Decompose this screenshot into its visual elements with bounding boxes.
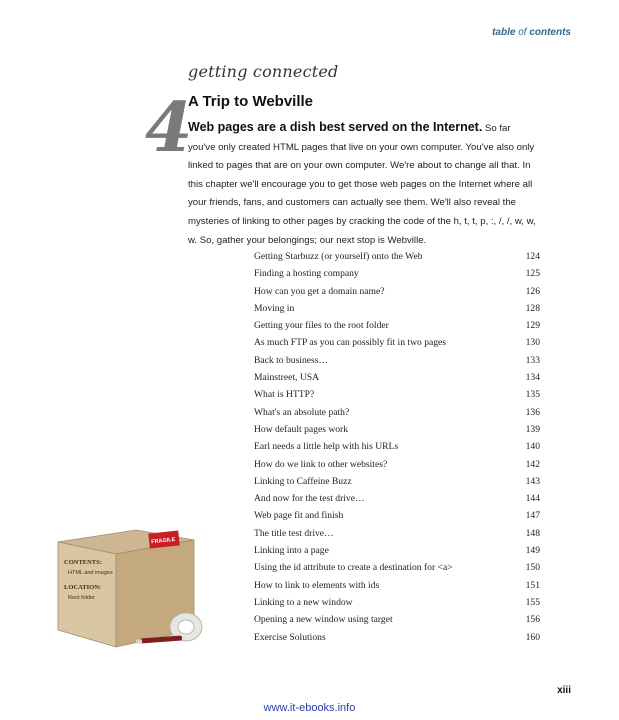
box-label-contents-value: HTML and images bbox=[68, 570, 113, 576]
box-label-contents: CONTENTS: bbox=[64, 559, 102, 566]
toc-entry-page: 149 bbox=[525, 545, 540, 557]
intro-body: So far you've only created HTML pages that live on your own computer. You've also only linked to pages that are on your own computer. We're about to change all that. In this chapter we'll encourage you to get those web pages on the Internet where all your friends, fans, and customers can actually see them. We'll also reveal the mysteries of linking to other pages by cracking the code of the h, t, t, p, :, /, /, w, w, w. So, gather your belongings; our next stop is Webville. bbox=[188, 123, 536, 246]
toc-entry[interactable] bbox=[254, 456, 540, 473]
toc-entry[interactable] bbox=[254, 283, 540, 300]
toc-entry-page: 128 bbox=[525, 302, 540, 314]
toc-entry-page: 147 bbox=[525, 510, 540, 522]
toc-entry-title: How can you get a domain name? bbox=[254, 285, 385, 297]
toc-entry[interactable] bbox=[254, 629, 540, 646]
box-label-location-value: Root folder bbox=[68, 595, 95, 601]
toc-entry-title: Getting Starbuzz (or yourself) onto the Web bbox=[254, 251, 423, 262]
toc-entry-page: 139 bbox=[525, 423, 540, 435]
toc-entry[interactable] bbox=[254, 559, 540, 576]
toc-entry-title: Exercise Solutions bbox=[254, 631, 326, 643]
toc-entry[interactable] bbox=[254, 490, 540, 507]
toc-entry-title: Mainstreet, USA bbox=[254, 372, 320, 384]
toc-entry-page: 130 bbox=[525, 337, 540, 349]
chapter-number: 4 bbox=[145, 88, 193, 168]
toc-entry-page: 144 bbox=[525, 493, 540, 505]
toc-entry-title: What's an absolute path? bbox=[254, 406, 350, 418]
toc-entry[interactable] bbox=[254, 386, 540, 403]
box-label-location: LOCATION: bbox=[64, 584, 102, 591]
toc-entry-title: How default pages work bbox=[254, 423, 349, 435]
toc-entry[interactable] bbox=[254, 300, 540, 317]
page-number: xiii bbox=[557, 685, 571, 696]
toc-entry-title: Moving in bbox=[254, 302, 295, 314]
toc-entry-page: 126 bbox=[525, 285, 540, 297]
toc-entry-page: 156 bbox=[525, 614, 540, 626]
toc-entry-title: How to link to elements with ids bbox=[254, 579, 380, 591]
toc-entry-page: 151 bbox=[525, 579, 540, 591]
toc-entry-page: 150 bbox=[525, 562, 540, 574]
toc-entry-title: Web page fit and finish bbox=[254, 510, 344, 522]
toc-entry-title: How do we link to other websites? bbox=[254, 458, 388, 470]
toc-entry[interactable] bbox=[254, 369, 540, 386]
toc-entry-page: 143 bbox=[525, 475, 540, 487]
toc-entry-title: As much FTP as you can possibly fit in two pages bbox=[254, 337, 447, 349]
toc-entry-title: Finding a hosting company bbox=[254, 268, 359, 280]
toc-entry[interactable] bbox=[254, 421, 540, 438]
toc-entry-title: Getting your files to the root folder bbox=[254, 320, 389, 332]
toc-entry-page: 160 bbox=[525, 631, 540, 643]
toc-entry-page: 142 bbox=[525, 458, 540, 470]
chapter-title: A Trip to Webville bbox=[188, 93, 314, 110]
sticker-text: FRAGILE bbox=[150, 536, 176, 546]
toc-entry-title: Using the id attribute to create a destination for <a> bbox=[254, 562, 453, 574]
chapter-intro bbox=[188, 118, 540, 250]
toc-entry-title: Linking to Caffeine Buzz bbox=[254, 475, 352, 487]
toc-entry[interactable] bbox=[254, 248, 540, 265]
toc-entry-title: Linking into a page bbox=[254, 545, 329, 557]
toc-entry[interactable] bbox=[254, 438, 540, 455]
chapter-kicker: getting connected bbox=[188, 62, 339, 81]
toc-entry-page: 134 bbox=[525, 372, 540, 384]
toc-entry[interactable] bbox=[254, 473, 540, 490]
toc-entry-page: 140 bbox=[525, 441, 540, 453]
cardboard-box-illustration bbox=[46, 512, 216, 662]
footer-url-link[interactable]: www.it-ebooks.info bbox=[263, 702, 356, 714]
toc-entry[interactable] bbox=[254, 611, 540, 628]
toc-entry-page: 133 bbox=[525, 354, 540, 366]
toc-entry-title: Back to business… bbox=[254, 354, 329, 366]
toc-entry-title: Opening a new window using target bbox=[254, 614, 393, 626]
toc-entry-page: 136 bbox=[525, 406, 540, 418]
toc-entry-page: 155 bbox=[525, 596, 540, 608]
toc-entry-title: What is HTTP? bbox=[254, 389, 315, 401]
toc-entry[interactable] bbox=[254, 334, 540, 351]
toc-entry-title: Linking to a new window bbox=[254, 596, 353, 608]
toc-entry-page: 148 bbox=[525, 527, 540, 539]
toc-list bbox=[254, 248, 540, 646]
toc-entry-title: Earl needs a little help with his URLs bbox=[254, 441, 399, 453]
toc-entry-page: 135 bbox=[525, 389, 540, 401]
toc-entry[interactable] bbox=[254, 577, 540, 594]
toc-entry-title: And now for the test drive… bbox=[254, 493, 365, 505]
toc-entry-title: The title test drive… bbox=[254, 527, 334, 539]
toc-entry[interactable] bbox=[254, 507, 540, 524]
toc-entry[interactable] bbox=[254, 594, 540, 611]
toc-entry-page: 125 bbox=[525, 268, 540, 280]
running-header: table of contents bbox=[492, 27, 571, 38]
toc-entry[interactable] bbox=[254, 404, 540, 421]
toc-entry[interactable] bbox=[254, 265, 540, 282]
toc-entry[interactable] bbox=[254, 525, 540, 542]
toc-entry-page: 129 bbox=[525, 320, 540, 332]
toc-entry[interactable] bbox=[254, 352, 540, 369]
toc-entry-page: 124 bbox=[525, 251, 540, 262]
toc-entry[interactable] bbox=[254, 317, 540, 334]
intro-lead: Web pages are a dish best served on the Internet. bbox=[188, 120, 483, 134]
toc-entry[interactable] bbox=[254, 542, 540, 559]
